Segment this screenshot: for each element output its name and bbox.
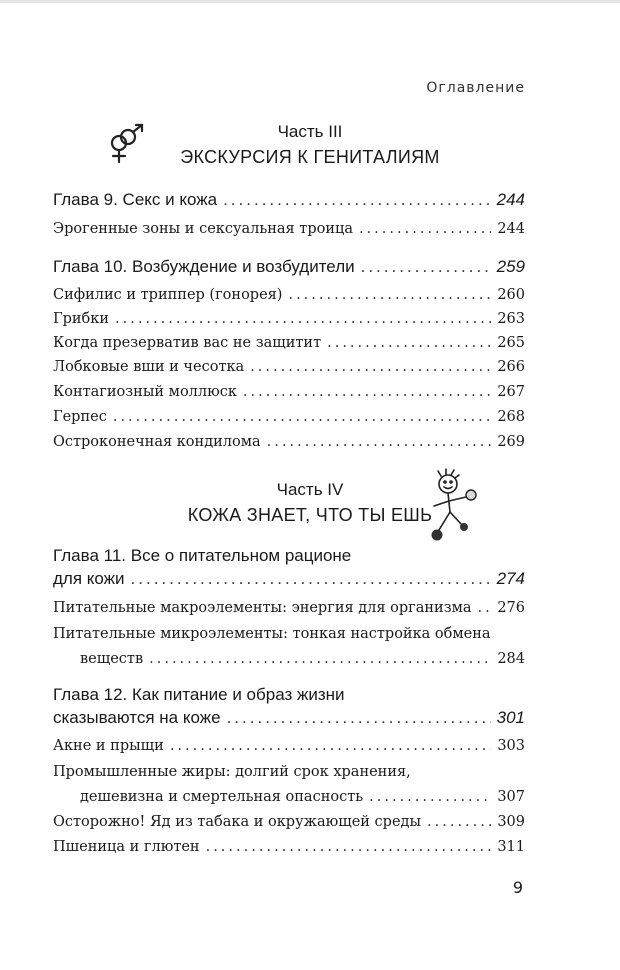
toc-entry-title: Сифилис и триппер (гонорея) bbox=[53, 287, 283, 303]
toc-entry-page: 265 bbox=[497, 335, 525, 351]
toc-chapter-12[interactable] bbox=[53, 708, 525, 728]
toc-entry[interactable] bbox=[53, 839, 525, 855]
toc-entry-title: дешевизна и смертельная опасность bbox=[80, 789, 364, 805]
toc-entry-title: Глава 9. Секс и кожа bbox=[53, 190, 218, 209]
part-3-heading bbox=[0, 120, 620, 170]
toc-entry-title: сказываются на коже bbox=[53, 708, 221, 727]
toc-entry-page: 284 bbox=[497, 651, 525, 667]
toc-entry-title: Эрогенные зоны и сексуальная троица bbox=[53, 221, 353, 237]
toc-entry-page: 263 bbox=[497, 311, 525, 327]
toc-entry[interactable] bbox=[53, 600, 525, 616]
toc-entry-page: 303 bbox=[497, 738, 525, 754]
toc-entry-title: Грибки bbox=[53, 311, 110, 327]
toc-entry-page: 267 bbox=[497, 384, 525, 400]
toc-entry-page: 244 bbox=[497, 221, 525, 237]
toc-chapter-12-line1: Глава 12. Как питание и образ жизни bbox=[53, 685, 345, 704]
toc-chapter-9[interactable] bbox=[53, 190, 525, 210]
toc-entry-page: 266 bbox=[497, 359, 525, 375]
toc-entry-title: Остроконечная кондилома bbox=[53, 434, 261, 450]
toc-entry-page: 311 bbox=[497, 839, 525, 855]
toc-entry-title: для кожи bbox=[53, 569, 125, 588]
part-4-title: КОЖА ЗНАЕТ, ЧТО ТЫ ЕШЬ bbox=[187, 505, 433, 525]
toc-entry-title: Лобковые вши и чесотка bbox=[53, 359, 245, 375]
toc-entry-title: Осторожно! Яд из табака и окружающей среды bbox=[53, 814, 422, 830]
toc-entry[interactable] bbox=[53, 359, 525, 375]
toc-entry-page: 301 bbox=[496, 708, 525, 727]
toc-entry-title: веществ bbox=[80, 651, 144, 667]
toc-entry[interactable] bbox=[53, 409, 525, 425]
toc-chapter-11[interactable] bbox=[53, 569, 525, 589]
toc-entry-page: 259 bbox=[496, 257, 525, 276]
toc-entry-line1: Промышленные жиры: долгий срок хранения, bbox=[53, 764, 411, 780]
toc-entry-title: Пшеница и глютен bbox=[53, 839, 200, 855]
page-number: 9 bbox=[512, 878, 523, 897]
stick-figure-icon bbox=[428, 468, 480, 552]
toc-entry-page: 268 bbox=[497, 409, 525, 425]
part-3-title: ЭКСКУРСИЯ К ГЕНИТАЛИЯМ bbox=[180, 147, 440, 167]
part-4-heading bbox=[0, 478, 620, 528]
toc-entry[interactable] bbox=[53, 335, 525, 351]
toc-entry-title: Когда презерватив вас не защитит bbox=[53, 335, 322, 351]
toc-entry-title: Контагиозный моллюск bbox=[53, 384, 237, 400]
toc-entry-title: Питательные макроэлементы: энергия для организма bbox=[53, 600, 472, 616]
toc-entry[interactable] bbox=[53, 287, 525, 303]
toc-entry[interactable] bbox=[80, 651, 525, 667]
toc-entry-page: 244 bbox=[496, 190, 525, 209]
toc-entry-page: 269 bbox=[497, 434, 525, 450]
toc-entry-title: Глава 10. Возбуждение и возбудители bbox=[53, 257, 355, 276]
part-3-label: Часть III bbox=[277, 122, 343, 141]
toc-entry-line1: Питательные микроэлементы: тонкая настройка обмена bbox=[53, 626, 491, 642]
running-head: Оглавление bbox=[426, 80, 525, 96]
toc-chapter-11-line1: Глава 11. Все о питательном рационе bbox=[53, 546, 352, 565]
toc-entry-page: 274 bbox=[496, 569, 525, 588]
toc-entry-title: Герпес bbox=[53, 409, 107, 425]
toc-entry[interactable] bbox=[53, 814, 525, 830]
part-4-label: Часть IV bbox=[276, 480, 344, 499]
toc-entry[interactable] bbox=[53, 384, 525, 400]
top-border bbox=[0, 0, 620, 3]
toc-chapter-10[interactable] bbox=[53, 257, 525, 277]
toc-entry-title: Акне и прыщи bbox=[53, 738, 164, 754]
toc-entry[interactable] bbox=[80, 789, 525, 805]
toc-entry-page: 307 bbox=[497, 789, 525, 805]
toc-entry[interactable] bbox=[53, 221, 525, 237]
toc-entry[interactable] bbox=[53, 311, 525, 327]
toc-entry[interactable] bbox=[53, 434, 525, 450]
toc-entry-page: 309 bbox=[497, 814, 525, 830]
toc-entry[interactable] bbox=[53, 738, 525, 754]
toc-entry-page: 276 bbox=[497, 600, 525, 616]
toc-entry-page: 260 bbox=[497, 287, 525, 303]
